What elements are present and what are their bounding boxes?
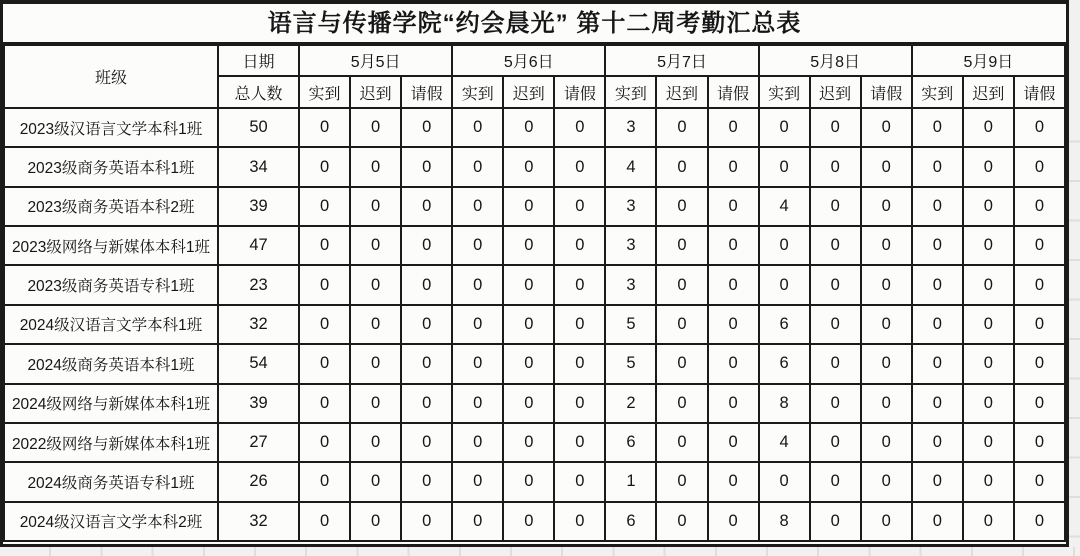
value-cell: 0 <box>861 108 912 147</box>
value-cell: 0 <box>299 187 350 226</box>
value-cell: 0 <box>503 462 554 501</box>
total-cell: 39 <box>218 187 299 226</box>
value-cell: 0 <box>963 265 1014 304</box>
value-cell: 0 <box>656 187 707 226</box>
header-subcol: 迟到 <box>350 76 401 108</box>
value-cell: 0 <box>912 187 963 226</box>
value-cell: 0 <box>554 384 605 423</box>
value-cell: 3 <box>605 265 656 304</box>
value-cell: 0 <box>759 147 810 186</box>
table-row <box>4 147 1065 186</box>
value-cell: 4 <box>605 147 656 186</box>
value-cell: 0 <box>350 502 401 541</box>
value-cell: 0 <box>299 265 350 304</box>
value-cell: 0 <box>810 226 861 265</box>
value-cell: 0 <box>861 147 912 186</box>
value-cell: 0 <box>452 502 503 541</box>
class-name-cell: 2024级商务英语本科1班 <box>4 344 218 383</box>
total-cell: 32 <box>218 305 299 344</box>
value-cell: 6 <box>759 344 810 383</box>
value-cell: 0 <box>912 502 963 541</box>
class-name-cell: 2023级商务英语专科1班 <box>4 265 218 304</box>
value-cell: 0 <box>350 305 401 344</box>
value-cell: 0 <box>1014 502 1065 541</box>
value-cell: 0 <box>350 423 401 462</box>
value-cell: 0 <box>861 462 912 501</box>
value-cell: 0 <box>503 305 554 344</box>
value-cell: 0 <box>299 344 350 383</box>
value-cell: 0 <box>554 305 605 344</box>
table-title: 语言与传播学院“约会晨光” 第十二周考勤汇总表 <box>3 4 1066 44</box>
value-cell: 0 <box>963 108 1014 147</box>
value-cell: 0 <box>503 384 554 423</box>
class-name-cell: 2024级商务英语专科1班 <box>4 462 218 501</box>
value-cell: 0 <box>554 502 605 541</box>
value-cell: 0 <box>963 344 1014 383</box>
value-cell: 0 <box>810 265 861 304</box>
value-cell: 0 <box>912 384 963 423</box>
value-cell: 0 <box>452 108 503 147</box>
value-cell: 0 <box>810 344 861 383</box>
value-cell: 0 <box>503 147 554 186</box>
value-cell: 0 <box>452 187 503 226</box>
header-subcol: 请假 <box>554 76 605 108</box>
header-subcol: 请假 <box>1014 76 1065 108</box>
value-cell: 0 <box>503 187 554 226</box>
value-cell: 8 <box>759 384 810 423</box>
value-cell: 0 <box>810 108 861 147</box>
table-row <box>4 462 1065 501</box>
value-cell: 0 <box>963 423 1014 462</box>
value-cell: 0 <box>299 423 350 462</box>
value-cell: 0 <box>401 305 452 344</box>
value-cell: 0 <box>1014 423 1065 462</box>
value-cell: 0 <box>401 423 452 462</box>
value-cell: 0 <box>810 462 861 501</box>
value-cell: 2 <box>605 384 656 423</box>
value-cell: 0 <box>401 462 452 501</box>
total-cell: 27 <box>218 423 299 462</box>
value-cell: 0 <box>1014 462 1065 501</box>
value-cell: 0 <box>503 502 554 541</box>
class-name-cell: 2023级网络与新媒体本科1班 <box>4 226 218 265</box>
value-cell: 0 <box>452 344 503 383</box>
value-cell: 0 <box>861 187 912 226</box>
value-cell: 0 <box>299 305 350 344</box>
table-header <box>4 45 1065 108</box>
value-cell: 0 <box>912 462 963 501</box>
value-cell: 0 <box>1014 305 1065 344</box>
value-cell: 8 <box>759 502 810 541</box>
value-cell: 0 <box>656 305 707 344</box>
header-subcol: 请假 <box>708 76 759 108</box>
total-cell: 26 <box>218 462 299 501</box>
value-cell: 0 <box>708 305 759 344</box>
value-cell: 0 <box>299 502 350 541</box>
value-cell: 0 <box>963 226 1014 265</box>
value-cell: 4 <box>759 423 810 462</box>
class-name-cell: 2024级汉语言文学本科2班 <box>4 502 218 541</box>
table-row <box>4 344 1065 383</box>
value-cell: 0 <box>656 344 707 383</box>
value-cell: 0 <box>656 226 707 265</box>
value-cell: 0 <box>503 108 554 147</box>
value-cell: 0 <box>861 423 912 462</box>
header-subcol: 实到 <box>605 76 656 108</box>
header-date-0: 5月5日 <box>299 45 452 76</box>
header-date-1: 5月6日 <box>452 45 605 76</box>
header-total: 总人数 <box>218 76 299 108</box>
value-cell: 3 <box>605 108 656 147</box>
value-cell: 0 <box>810 187 861 226</box>
value-cell: 0 <box>912 108 963 147</box>
value-cell: 5 <box>605 305 656 344</box>
table-row <box>4 423 1065 462</box>
value-cell: 0 <box>554 423 605 462</box>
header-date: 日期 <box>218 45 299 76</box>
value-cell: 0 <box>912 147 963 186</box>
value-cell: 1 <box>605 462 656 501</box>
header-subcol: 实到 <box>452 76 503 108</box>
value-cell: 0 <box>401 147 452 186</box>
value-cell: 0 <box>452 226 503 265</box>
value-cell: 0 <box>963 384 1014 423</box>
value-cell: 0 <box>299 226 350 265</box>
header-date-2: 5月7日 <box>605 45 758 76</box>
value-cell: 0 <box>350 108 401 147</box>
total-cell: 23 <box>218 265 299 304</box>
value-cell: 0 <box>656 384 707 423</box>
value-cell: 0 <box>656 265 707 304</box>
value-cell: 0 <box>350 147 401 186</box>
value-cell: 0 <box>452 265 503 304</box>
value-cell: 0 <box>810 384 861 423</box>
value-cell: 0 <box>554 344 605 383</box>
value-cell: 0 <box>503 226 554 265</box>
value-cell: 0 <box>963 305 1014 344</box>
value-cell: 0 <box>963 502 1014 541</box>
header-subcol: 迟到 <box>963 76 1014 108</box>
value-cell: 0 <box>861 502 912 541</box>
value-cell: 0 <box>810 305 861 344</box>
value-cell: 0 <box>1014 344 1065 383</box>
value-cell: 0 <box>452 423 503 462</box>
value-cell: 0 <box>861 344 912 383</box>
value-cell: 0 <box>554 265 605 304</box>
total-cell: 50 <box>218 108 299 147</box>
value-cell: 0 <box>350 187 401 226</box>
class-name-cell: 2024级网络与新媒体本科1班 <box>4 384 218 423</box>
attendance-table <box>3 44 1066 542</box>
value-cell: 0 <box>350 344 401 383</box>
total-cell: 39 <box>218 384 299 423</box>
total-cell: 34 <box>218 147 299 186</box>
value-cell: 0 <box>861 305 912 344</box>
header-subcol: 实到 <box>759 76 810 108</box>
total-cell: 54 <box>218 344 299 383</box>
table-row <box>4 305 1065 344</box>
table-body <box>4 108 1065 541</box>
value-cell: 0 <box>452 384 503 423</box>
value-cell: 0 <box>1014 265 1065 304</box>
header-subcol: 请假 <box>861 76 912 108</box>
value-cell: 0 <box>350 384 401 423</box>
value-cell: 6 <box>605 502 656 541</box>
value-cell: 0 <box>963 147 1014 186</box>
value-cell: 0 <box>401 226 452 265</box>
value-cell: 0 <box>656 147 707 186</box>
value-cell: 0 <box>656 423 707 462</box>
value-cell: 0 <box>1014 384 1065 423</box>
value-cell: 0 <box>401 384 452 423</box>
header-subcol: 迟到 <box>503 76 554 108</box>
value-cell: 0 <box>708 147 759 186</box>
value-cell: 0 <box>452 305 503 344</box>
value-cell: 0 <box>810 147 861 186</box>
value-cell: 0 <box>759 226 810 265</box>
value-cell: 0 <box>963 187 1014 226</box>
value-cell: 0 <box>1014 226 1065 265</box>
class-name-cell: 2022级网络与新媒体本科1班 <box>4 423 218 462</box>
value-cell: 0 <box>401 344 452 383</box>
value-cell: 0 <box>708 187 759 226</box>
value-cell: 0 <box>350 265 401 304</box>
value-cell: 0 <box>452 462 503 501</box>
value-cell: 0 <box>708 108 759 147</box>
outside-gridlines-right <box>1069 103 1080 556</box>
class-name-cell: 2023级商务英语本科1班 <box>4 147 218 186</box>
value-cell: 0 <box>401 108 452 147</box>
value-cell: 0 <box>861 226 912 265</box>
value-cell: 0 <box>912 305 963 344</box>
value-cell: 0 <box>759 462 810 501</box>
value-cell: 0 <box>708 423 759 462</box>
class-name-cell: 2024级汉语言文学本科1班 <box>4 305 218 344</box>
header-date-3: 5月8日 <box>759 45 912 76</box>
value-cell: 0 <box>503 344 554 383</box>
value-cell: 0 <box>554 187 605 226</box>
value-cell: 0 <box>503 423 554 462</box>
value-cell: 0 <box>299 384 350 423</box>
value-cell: 0 <box>708 344 759 383</box>
value-cell: 0 <box>656 108 707 147</box>
value-cell: 0 <box>912 423 963 462</box>
value-cell: 0 <box>401 187 452 226</box>
header-subcol: 请假 <box>401 76 452 108</box>
value-cell: 0 <box>759 108 810 147</box>
value-cell: 0 <box>861 265 912 304</box>
value-cell: 0 <box>759 265 810 304</box>
value-cell: 0 <box>708 226 759 265</box>
value-cell: 0 <box>299 462 350 501</box>
header-subcol: 迟到 <box>656 76 707 108</box>
value-cell: 0 <box>708 384 759 423</box>
value-cell: 0 <box>554 108 605 147</box>
value-cell: 3 <box>605 226 656 265</box>
value-cell: 0 <box>1014 108 1065 147</box>
value-cell: 0 <box>1014 147 1065 186</box>
table-row <box>4 265 1065 304</box>
value-cell: 0 <box>1014 187 1065 226</box>
value-cell: 0 <box>401 502 452 541</box>
value-cell: 0 <box>401 265 452 304</box>
value-cell: 0 <box>350 226 401 265</box>
class-name-cell: 2023级汉语言文学本科1班 <box>4 108 218 147</box>
value-cell: 0 <box>810 502 861 541</box>
value-cell: 0 <box>299 147 350 186</box>
value-cell: 0 <box>554 462 605 501</box>
value-cell: 5 <box>605 344 656 383</box>
value-cell: 0 <box>656 502 707 541</box>
value-cell: 4 <box>759 187 810 226</box>
value-cell: 0 <box>503 265 554 304</box>
header-date-4: 5月9日 <box>912 45 1065 76</box>
class-name-cell: 2023级商务英语本科2班 <box>4 187 218 226</box>
value-cell: 0 <box>299 108 350 147</box>
value-cell: 0 <box>708 265 759 304</box>
header-subcol: 迟到 <box>810 76 861 108</box>
value-cell: 0 <box>350 462 401 501</box>
value-cell: 0 <box>810 423 861 462</box>
value-cell: 0 <box>861 384 912 423</box>
table-row <box>4 384 1065 423</box>
table-row <box>4 108 1065 147</box>
outside-gridlines-bottom <box>0 547 1080 556</box>
value-cell: 0 <box>452 147 503 186</box>
value-cell: 0 <box>656 462 707 501</box>
value-cell: 6 <box>759 305 810 344</box>
value-cell: 6 <box>605 423 656 462</box>
total-cell: 32 <box>218 502 299 541</box>
table-row <box>4 187 1065 226</box>
header-class: 班级 <box>4 45 218 108</box>
table-row <box>4 226 1065 265</box>
value-cell: 0 <box>554 226 605 265</box>
value-cell: 0 <box>963 462 1014 501</box>
value-cell: 0 <box>912 226 963 265</box>
value-cell: 0 <box>912 265 963 304</box>
value-cell: 0 <box>708 462 759 501</box>
value-cell: 0 <box>708 502 759 541</box>
value-cell: 0 <box>554 147 605 186</box>
table-row <box>4 502 1065 541</box>
header-subcol: 实到 <box>299 76 350 108</box>
total-cell: 47 <box>218 226 299 265</box>
value-cell: 0 <box>912 344 963 383</box>
value-cell: 3 <box>605 187 656 226</box>
header-subcol: 实到 <box>912 76 963 108</box>
